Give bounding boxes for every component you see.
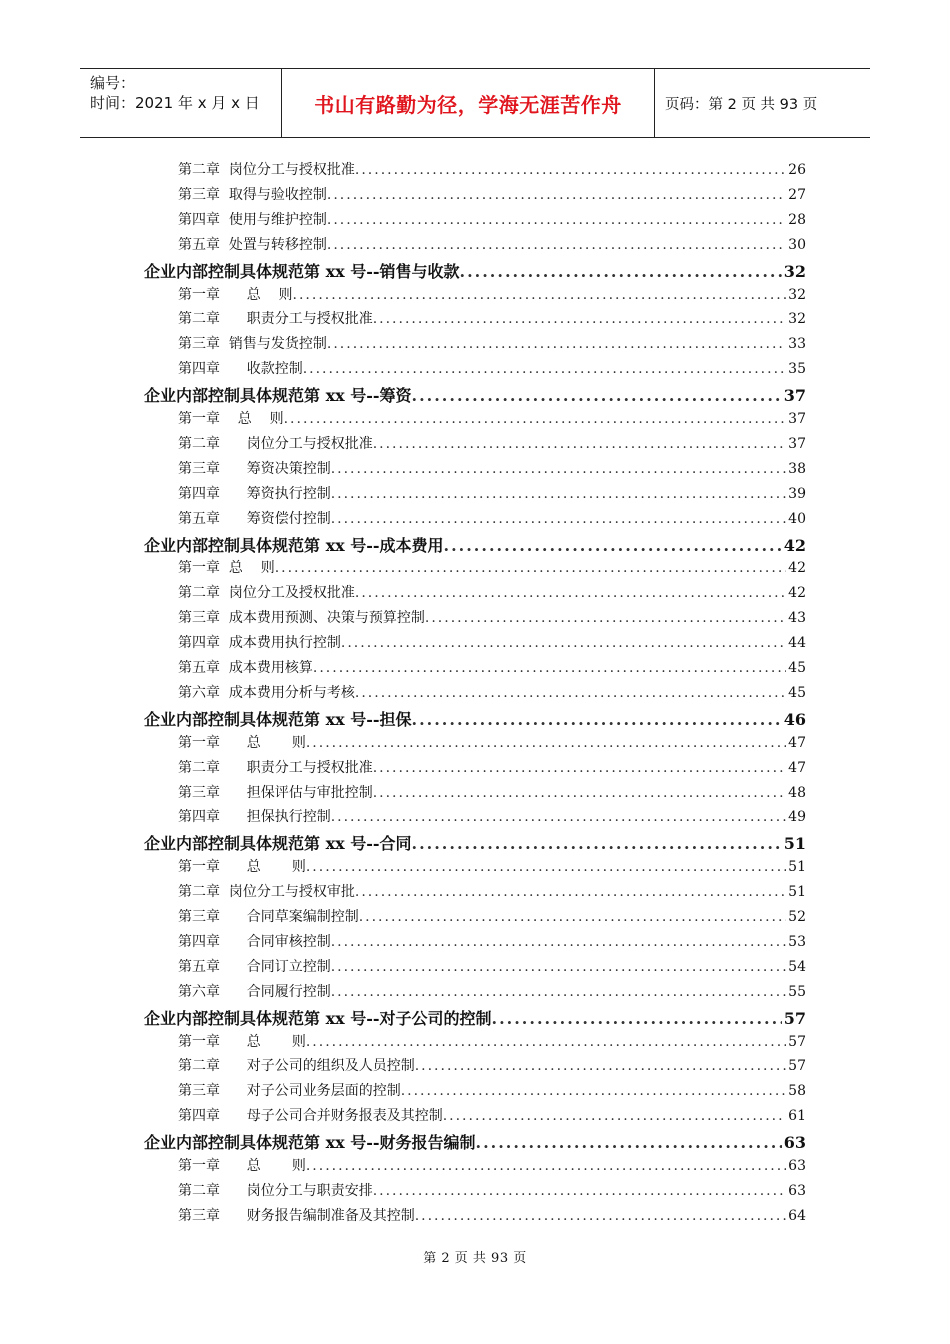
toc-dot-leader xyxy=(303,361,786,377)
toc-page-number: 55 xyxy=(788,983,806,1000)
toc-entry-title: 第五章 合同订立控制 xyxy=(178,958,331,975)
date-text: 时间：2021 年 x 月 x 日 xyxy=(90,94,260,112)
toc-entry-title: 企业内部控制具体规范第 xx 号--财务报告编制 xyxy=(144,1133,476,1153)
toc-page-number: 46 xyxy=(783,709,806,729)
toc-dot-leader xyxy=(331,486,786,502)
slogan-text: 书山有路勤为径，学海无涯苦作舟 xyxy=(314,92,622,117)
toc-chapter-entry[interactable] xyxy=(178,981,806,1005)
toc-chapter-entry[interactable] xyxy=(178,557,806,581)
toc-chapter-entry[interactable] xyxy=(178,1155,806,1179)
header-meta-cell xyxy=(80,69,282,137)
toc-chapter-entry[interactable] xyxy=(178,1180,806,1204)
toc-entry-title: 第三章 担保评估与审批控制 xyxy=(178,784,373,801)
toc-dot-leader xyxy=(412,386,782,405)
toc-entry-title: 第五章 处置与转移控制 xyxy=(178,236,327,253)
toc-entry-title: 第三章 筹资决策控制 xyxy=(178,460,331,477)
toc-page-number: 42 xyxy=(783,535,806,555)
toc-page-number: 57 xyxy=(788,1033,806,1050)
toc-dot-leader xyxy=(415,1058,786,1074)
toc-page-number: 51 xyxy=(783,834,806,854)
toc-entry-title: 第二章 职责分工与授权批准 xyxy=(178,311,373,328)
toc-dot-leader xyxy=(401,1083,786,1099)
toc-page-number: 35 xyxy=(788,361,806,378)
toc-chapter-entry[interactable] xyxy=(178,1205,806,1229)
toc-page-number: 51 xyxy=(788,859,806,876)
toc-chapter-entry[interactable] xyxy=(178,408,806,432)
toc-chapter-entry[interactable] xyxy=(178,582,806,606)
toc-dot-leader xyxy=(373,785,786,801)
toc-page-number: 32 xyxy=(788,286,806,303)
toc-dot-leader xyxy=(444,536,782,555)
toc-dot-leader xyxy=(476,1133,782,1152)
toc-dot-leader xyxy=(327,187,786,203)
toc-entry-title: 第一章 总 则 xyxy=(178,1158,306,1174)
toc-page-number: 30 xyxy=(788,236,806,253)
toc-page-number: 53 xyxy=(788,933,806,950)
toc-entry-title: 第一章 总 则 xyxy=(178,411,284,427)
toc-dot-leader xyxy=(443,1108,786,1124)
header-slogan-cell xyxy=(282,69,655,137)
toc-entry-title: 第六章 合同履行控制 xyxy=(178,983,331,1000)
toc-dot-leader xyxy=(327,212,786,228)
toc-dot-leader xyxy=(460,262,782,281)
toc-entry-title: 第二章 岗位分工与授权审批 xyxy=(178,884,355,901)
toc-page-number: 45 xyxy=(788,684,806,701)
toc-entry-title: 第四章 成本费用执行控制 xyxy=(178,635,341,652)
toc-page-number: 27 xyxy=(788,186,806,203)
toc-entry-title: 第三章 合同草案编制控制 xyxy=(178,909,359,925)
toc-page-number: 37 xyxy=(788,435,806,452)
toc-section-entry[interactable] xyxy=(144,1006,806,1030)
header-page-info-cell xyxy=(655,69,870,137)
toc-entry-title: 第四章 使用与维护控制 xyxy=(178,211,327,228)
toc-entry-title: 第四章 筹资执行控制 xyxy=(178,485,331,502)
toc-page-number: 38 xyxy=(788,460,806,477)
toc-dot-leader xyxy=(284,411,787,427)
toc-entry-title: 第一章 总 则 xyxy=(178,859,306,876)
toc-chapter-entry[interactable] xyxy=(178,881,806,905)
toc-chapter-entry[interactable] xyxy=(178,284,806,308)
toc-dot-leader xyxy=(359,909,786,925)
toc-entry-title: 第四章 合同审核控制 xyxy=(178,933,331,950)
toc-dot-leader xyxy=(355,884,786,900)
toc-chapter-entry[interactable] xyxy=(178,632,806,656)
toc-page-number: 51 xyxy=(788,884,806,901)
toc-page-number: 49 xyxy=(788,809,806,826)
toc-entry-title: 企业内部控制具体规范第 xx 号--成本费用 xyxy=(144,535,444,555)
toc-page-number: 52 xyxy=(788,909,806,925)
toc-entry-title: 第二章 对子公司的组织及人员控制 xyxy=(178,1058,415,1075)
toc-chapter-entry[interactable] xyxy=(178,1080,806,1104)
toc-dot-leader xyxy=(355,685,786,701)
toc-entry-title: 第二章 岗位分工与职责安排 xyxy=(178,1182,373,1199)
toc-chapter-entry[interactable] xyxy=(178,782,806,806)
page-footer xyxy=(0,1247,950,1266)
toc-entry-title: 企业内部控制具体规范第 xx 号--合同 xyxy=(144,834,412,854)
toc-entry-title: 第三章 销售与发货控制 xyxy=(178,336,327,353)
toc-page-number: 39 xyxy=(788,485,806,502)
toc-dot-leader xyxy=(355,585,786,601)
toc-page-number: 61 xyxy=(788,1108,806,1125)
toc-page-number: 63 xyxy=(788,1158,806,1174)
toc-chapter-entry[interactable] xyxy=(178,458,806,482)
toc-chapter-entry[interactable] xyxy=(178,1031,806,1055)
toc-page-number: 57 xyxy=(788,1058,806,1075)
toc-page-number: 47 xyxy=(788,734,806,751)
toc-page-number: 47 xyxy=(788,759,806,776)
toc-entry-title: 第二章 岗位分工及授权批准 xyxy=(178,585,355,602)
toc-chapter-entry[interactable] xyxy=(178,806,806,830)
toc-dot-leader xyxy=(355,162,786,178)
toc-entry-title: 第二章 岗位分工与授权批准 xyxy=(178,435,373,452)
toc-dot-leader xyxy=(412,834,782,853)
toc-page-number: 54 xyxy=(788,958,806,975)
toc-entry-title: 第六章 成本费用分析与考核 xyxy=(178,684,355,701)
toc-chapter-entry[interactable] xyxy=(178,607,806,631)
toc-page-number: 58 xyxy=(788,1083,806,1100)
page-info-text: 页码：第 2 页 共 93 页 xyxy=(665,96,818,113)
serial-number-label: 编号： xyxy=(90,74,136,92)
toc-page-number: 44 xyxy=(788,635,806,652)
toc-page-number: 32 xyxy=(788,311,806,328)
toc-entry-title: 第一章 总 则 xyxy=(178,560,275,577)
toc-entry-title: 第三章 成本费用预测、决策与预算控制 xyxy=(178,610,425,627)
toc-dot-leader xyxy=(331,511,786,527)
toc-chapter-entry[interactable] xyxy=(178,906,806,930)
toc-dot-leader xyxy=(373,436,786,452)
toc-dot-leader xyxy=(293,287,787,303)
toc-chapter-entry[interactable] xyxy=(178,433,806,457)
toc-dot-leader xyxy=(341,635,786,651)
toc-section-entry[interactable] xyxy=(144,707,806,731)
toc-chapter-entry[interactable] xyxy=(178,308,806,332)
toc-page-number: 42 xyxy=(788,585,806,602)
toc-section-entry[interactable] xyxy=(144,1130,806,1154)
toc-entry-title: 第五章 成本费用核算 xyxy=(178,660,313,676)
toc-chapter-entry[interactable] xyxy=(178,159,806,183)
toc-dot-leader xyxy=(327,237,786,253)
toc-dot-leader xyxy=(373,311,786,327)
toc-dot-leader xyxy=(327,336,786,352)
toc-page-number: 26 xyxy=(788,162,806,178)
toc-dot-leader xyxy=(373,1183,786,1199)
toc-chapter-entry[interactable] xyxy=(178,333,806,357)
toc-entry-title: 企业内部控制具体规范第 xx 号--筹资 xyxy=(144,386,412,406)
toc-page-number: 45 xyxy=(788,660,806,676)
toc-entry-title: 第三章 取得与验收控制 xyxy=(178,186,327,203)
toc-chapter-entry[interactable] xyxy=(178,956,806,980)
toc-page-number: 43 xyxy=(788,610,806,627)
toc-chapter-entry[interactable] xyxy=(178,1105,806,1129)
toc-page-number: 28 xyxy=(788,211,806,228)
toc-dot-leader xyxy=(331,984,786,1000)
toc-entry-title: 第三章 对子公司业务层面的控制 xyxy=(178,1083,401,1100)
toc-dot-leader xyxy=(306,735,786,751)
toc-entry-title: 企业内部控制具体规范第 xx 号--对子公司的控制 xyxy=(144,1008,492,1028)
toc-entry-title: 第二章 岗位分工与授权批准 xyxy=(178,162,355,178)
toc-dot-leader xyxy=(331,934,786,950)
toc-entry-title: 企业内部控制具体规范第 xx 号--销售与收款 xyxy=(144,261,460,281)
toc-dot-leader xyxy=(415,1208,786,1224)
toc-chapter-entry[interactable] xyxy=(178,757,806,781)
toc-dot-leader xyxy=(412,710,782,729)
toc-entry-title: 第五章 筹资偿付控制 xyxy=(178,510,331,527)
toc-dot-leader xyxy=(425,610,786,626)
toc-section-entry[interactable] xyxy=(144,533,806,557)
toc-chapter-entry[interactable] xyxy=(178,508,806,532)
toc-dot-leader xyxy=(306,1158,786,1174)
toc-page-number: 37 xyxy=(788,411,806,427)
toc-chapter-entry[interactable] xyxy=(178,682,806,706)
toc-entry-title: 第四章 担保执行控制 xyxy=(178,809,331,826)
toc-dot-leader xyxy=(492,1009,782,1028)
toc-page-number: 37 xyxy=(783,386,806,406)
toc-chapter-entry[interactable] xyxy=(178,184,806,208)
toc-chapter-entry[interactable] xyxy=(178,483,806,507)
toc-page-number: 63 xyxy=(783,1133,806,1153)
toc-dot-leader xyxy=(373,760,786,776)
toc-chapter-entry[interactable] xyxy=(178,732,806,756)
toc-dot-leader xyxy=(331,461,786,477)
toc-entry-title: 企业内部控制具体规范第 xx 号--担保 xyxy=(144,709,412,729)
toc-dot-leader xyxy=(331,809,786,825)
toc-chapter-entry[interactable] xyxy=(178,657,806,681)
toc-chapter-entry[interactable] xyxy=(178,234,806,258)
toc-entry-title: 第一章 总 则 xyxy=(178,286,293,303)
toc-entry-title: 第二章 职责分工与授权批准 xyxy=(178,759,373,776)
toc-page-number: 48 xyxy=(788,784,806,801)
toc-page-number: 64 xyxy=(788,1207,806,1224)
toc-page-number: 57 xyxy=(783,1008,806,1028)
toc-dot-leader xyxy=(306,1034,786,1050)
toc-page-number: 32 xyxy=(783,261,806,281)
toc-entry-title: 第四章 收款控制 xyxy=(178,361,303,378)
toc-chapter-entry[interactable] xyxy=(178,931,806,955)
toc-dot-leader xyxy=(275,560,786,576)
toc-entry-title: 第一章 总 则 xyxy=(178,734,306,751)
toc-dot-leader xyxy=(313,660,786,676)
toc-chapter-entry[interactable] xyxy=(178,358,806,382)
toc-page-number: 63 xyxy=(788,1182,806,1199)
toc-dot-leader xyxy=(331,959,786,975)
toc-chapter-entry[interactable] xyxy=(178,856,806,880)
toc-chapter-entry[interactable] xyxy=(178,1055,806,1079)
toc-section-entry[interactable] xyxy=(144,259,806,283)
toc-entry-title: 第四章 母子公司合并财务报表及其控制 xyxy=(178,1108,443,1125)
toc-page-number: 33 xyxy=(788,336,806,353)
document-header xyxy=(80,68,870,138)
toc-dot-leader xyxy=(306,859,786,875)
toc-section-entry[interactable] xyxy=(144,831,806,855)
footer-page-number: 第 2 页 共 93 页 xyxy=(423,1251,527,1266)
toc-section-entry[interactable] xyxy=(144,383,806,407)
toc-entry-title: 第一章 总 则 xyxy=(178,1033,306,1050)
toc-page-number: 40 xyxy=(788,510,806,527)
toc-entry-title: 第三章 财务报告编制准备及其控制 xyxy=(178,1207,415,1224)
toc-page-number: 42 xyxy=(788,560,806,577)
toc-chapter-entry[interactable] xyxy=(178,209,806,233)
